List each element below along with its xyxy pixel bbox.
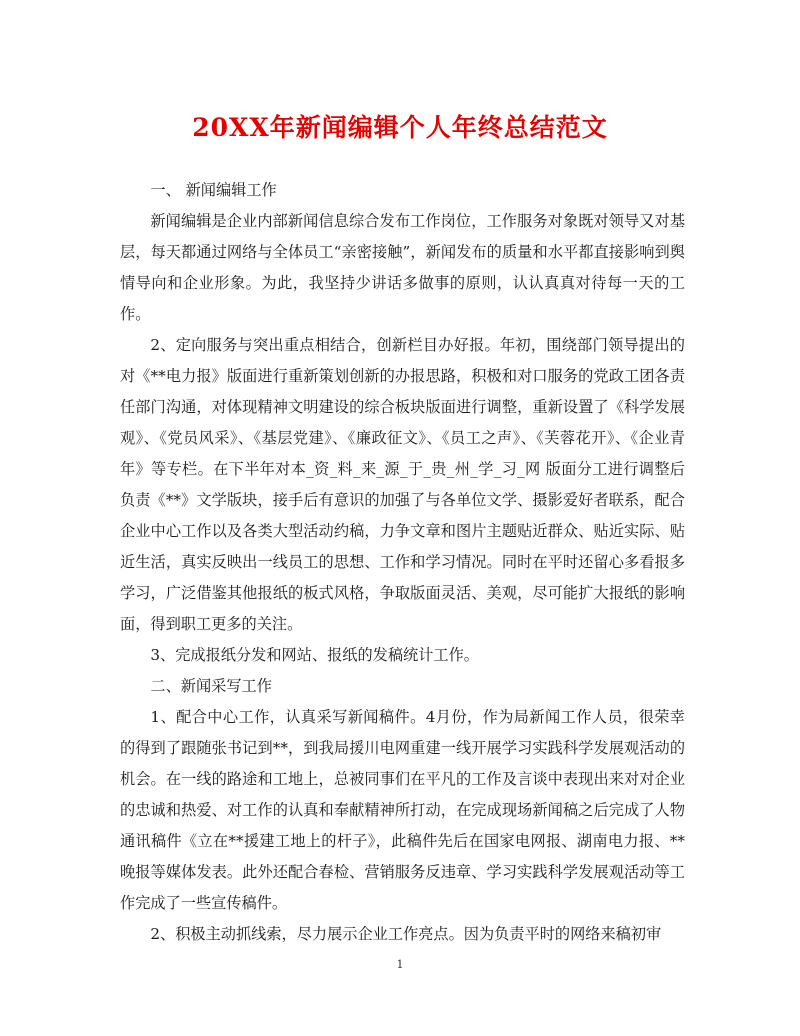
section-heading-news-editing: 一、 新闻编辑工作 xyxy=(150,181,277,199)
document-body xyxy=(120,175,685,950)
page-title: 20XX年新闻编辑个人年终总结范文 xyxy=(192,113,608,142)
body-paragraph: 2、积极主动抓线索，尽力展示企业工作亮点。因为负责平时的网络来稿初审 xyxy=(150,925,662,943)
body-paragraph: 2、定向服务与突出重点相结合，创新栏目办好报。年初，围绕部门领导提出的对《**电力报》版面进行重新策划创新的办报思路，积极和对口服务的党政工团各责任部门沟通，对体现精神文明建设的综合板块版面进行调整，重新设置了《科学发展观》、《党员风采》、《基层党建》、《廉政征文》、《员工之声》、《芙蓉花开》、《企业青年》等专栏。在下半年对本_资_料_来_源_于_贵_州_学_习_网 版面分工进行调整后负责《**》文学版块，接手后有意识的加强了与各单位文学、摄影爱好者联系，配合企业中心工作以及各类大型活动约稿，力争文章和图片主题贴近群众、贴近实际、贴近生活，真实反映出一线员工的思想、工作和学习情况。同时在平时还留心多看报多学习，广泛借鉴其他报纸的板式风格，争取版面灵活、美观，尽可能扩大报纸的影响面，得到职工更多的关注。 xyxy=(120,336,685,633)
section-heading-news-writing: 二、新闻采写工作 xyxy=(150,677,272,695)
body-paragraph: 1、配合中心工作，认真采写新闻稿件。4月份，作为局新闻工作人员，很荣幸的得到了跟随张书记到**，到我局援川电网重建一线开展学习实践科学发展观活动的机会。在一线的路途和工地上，总被同事们在平凡的工作及言谈中表现出来对对企业的忠诚和热爱、对工作的认真和奉献精神所打动，在完成现场新闻稿之后完成了人物通讯稿件《立在**援建工地上的杆子》，此稿件先后在国家电网报、湖南电力报、**晚报等媒体发表。此外还配合春检、营销服务反违章、学习实践科学发展观活动等工作完成了一些宣传稿件。 xyxy=(120,708,685,912)
body-paragraph: 3、完成报纸分发和网站、报纸的发稿统计工作。 xyxy=(150,646,479,664)
page-number: 1 xyxy=(396,958,404,971)
body-paragraph: 新闻编辑是企业内部新闻信息综合发布工作岗位，工作服务对象既对领导又对基层，每天都通过网络与全体员工“亲密接触”，新闻发布的质量和水平都直接影响到舆情导向和企业形象。为此，我坚持少讲话多做事的原则，认认真真对待每一天的工作。 xyxy=(120,212,685,323)
